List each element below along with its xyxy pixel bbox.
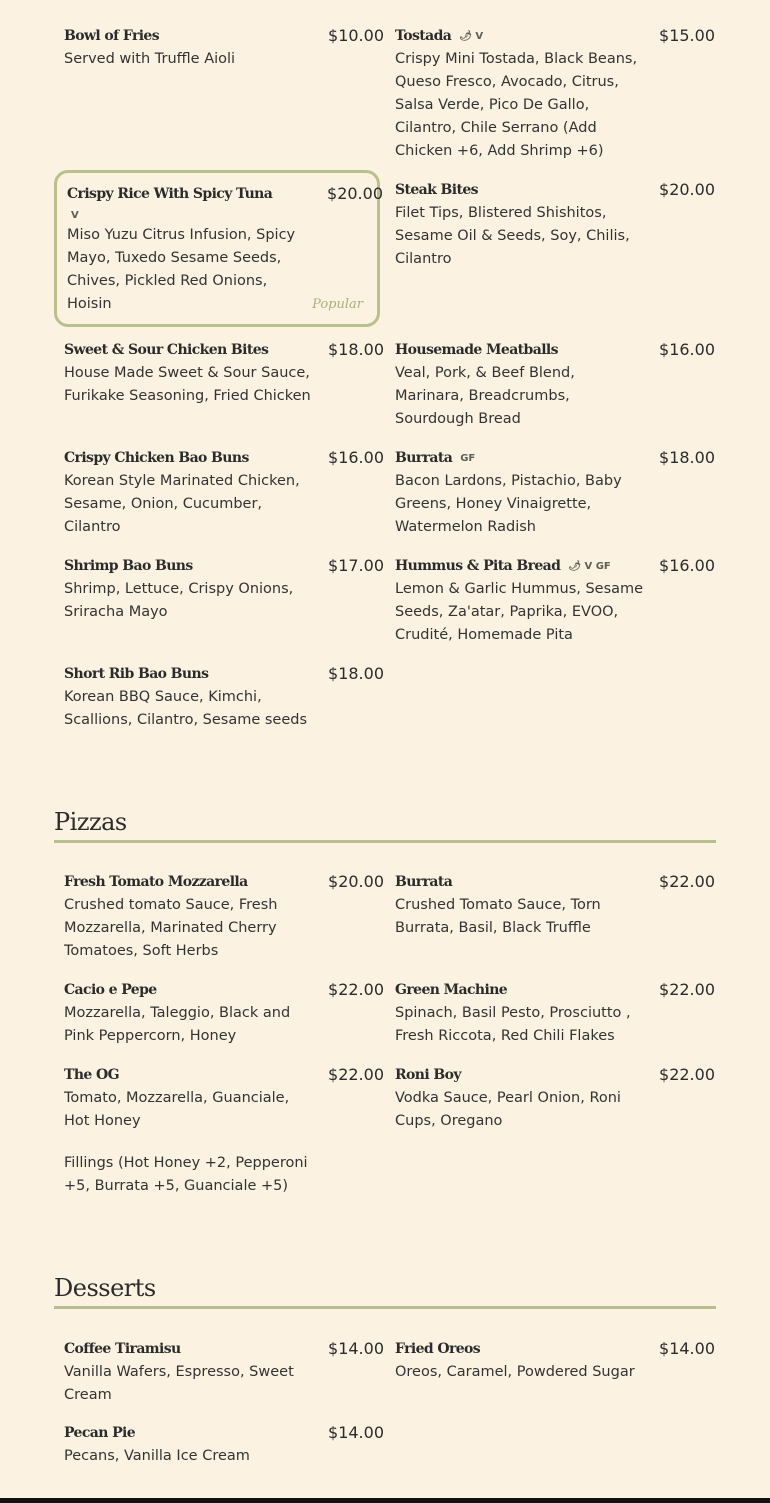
- gluten-free-tag: GF: [460, 453, 476, 464]
- item-price: $10.00: [328, 26, 384, 45]
- item-price: $22.00: [659, 980, 715, 999]
- item-price: $16.00: [328, 448, 384, 467]
- menu-item: [64, 872, 384, 963]
- menu-item: [64, 340, 384, 408]
- item-price: $22.00: [328, 980, 384, 999]
- item-price: $17.00: [328, 556, 384, 575]
- dietary-tags: 🌶 V: [459, 31, 484, 42]
- item-description: Mozzarella, Taleggio, Black and Pink Peppercorn, Honey: [64, 1005, 291, 1044]
- section-divider: [54, 840, 716, 843]
- menu-item: [395, 980, 715, 1048]
- item-name: Fresh Tomato Mozzarella: [64, 874, 248, 890]
- item-name: Steak Bites: [395, 182, 478, 198]
- item-price: $22.00: [659, 872, 715, 891]
- vegetarian-tag: V: [71, 210, 79, 221]
- item-price: $20.00: [327, 184, 383, 203]
- item-description: Crushed tomato Sauce, Fresh Mozzarella, Marinated Cherry Tomatoes, Soft Herbs: [64, 897, 278, 959]
- item-name: Crispy Rice With Spicy Tuna: [67, 186, 273, 202]
- item-name: Coffee Tiramisu: [64, 1341, 181, 1357]
- menu-item: [395, 556, 715, 647]
- dietary-tags: 🌶 V GF: [568, 561, 611, 572]
- popular-badge: Popular: [312, 297, 363, 312]
- item-price: $20.00: [328, 872, 384, 891]
- item-name: Short Rib Bao Buns: [64, 666, 209, 682]
- item-price: $14.00: [328, 1339, 384, 1358]
- item-description: Tomato, Mozzarella, Guanciale, Hot Honey: [64, 1090, 290, 1129]
- menu-item: [64, 980, 384, 1048]
- item-name: Sweet & Sour Chicken Bites: [64, 342, 269, 358]
- menu-item: [395, 1339, 715, 1384]
- item-description: Korean BBQ Sauce, Kimchi, Scallions, Cilantro, Sesame seeds: [64, 689, 308, 728]
- bottom-edge: [0, 1498, 770, 1503]
- item-price: $16.00: [659, 556, 715, 575]
- menu-item: [64, 1339, 384, 1407]
- item-name: Shrimp Bao Buns: [64, 558, 193, 574]
- item-description: Miso Yuzu Citrus Infusion, Spicy Mayo, Tuxedo Sesame Seeds, Chives, Pickled Red Onions, Hoisin: [67, 227, 296, 312]
- item-description: Veal, Pork, & Beef Blend, Marinara, Breadcrumbs, Sourdough Bread: [395, 365, 575, 427]
- item-name: Cacio e Pepe: [64, 982, 157, 998]
- item-name: Burrata: [395, 450, 453, 466]
- item-price: $18.00: [328, 664, 384, 683]
- item-price: $14.00: [328, 1423, 384, 1442]
- item-name: Fried Oreos: [395, 1341, 481, 1357]
- item-name: Roni Boy: [395, 1067, 461, 1083]
- item-name: Tostada: [395, 28, 452, 44]
- item-price: $20.00: [659, 180, 715, 199]
- item-description: House Made Sweet & Sour Sauce, Furikake Seasoning, Fried Chicken: [64, 365, 311, 404]
- item-description: Served with Truffle Aioli: [64, 51, 236, 67]
- item-name: The OG: [64, 1067, 119, 1083]
- menu-item: [67, 184, 383, 316]
- menu-item: [64, 1423, 384, 1468]
- menu-item: [64, 26, 384, 71]
- item-description: Crispy Mini Tostada, Black Beans, Queso Fresco, Avocado, Citrus, Salsa Verde, Pico De Gallo, Cilantro, Chile Serrano (Add Chicken +6, Add Shrimp +6): [395, 51, 638, 159]
- menu-item: [395, 872, 715, 940]
- menu-item: [64, 556, 384, 624]
- item-name: Green Machine: [395, 982, 508, 998]
- item-name: Housemade Meatballs: [395, 342, 558, 358]
- item-price: $15.00: [659, 26, 715, 45]
- menu-item: [64, 664, 384, 732]
- menu-item: [395, 1065, 715, 1133]
- item-name: Bowl of Fries: [64, 28, 160, 44]
- item-name: Crispy Chicken Bao Buns: [64, 450, 249, 466]
- item-description: Lemon & Garlic Hummus, Sesame Seeds, Za'atar, Paprika, EVOO, Crudité, Homemade Pita: [395, 581, 644, 643]
- menu-item: [64, 1065, 384, 1133]
- pizza-fillings-note: Fillings (Hot Honey +2, Pepperoni +5, Burrata +5, Guanciale +5): [64, 1155, 308, 1194]
- section-title-pizzas: Pizzas: [54, 808, 127, 836]
- item-price: $14.00: [659, 1339, 715, 1358]
- item-description: Spinach, Basil Pesto, Prosciutto , Fresh Riccota, Red Chili Flakes: [395, 1005, 631, 1044]
- menu-item: [64, 448, 384, 539]
- item-price: $18.00: [659, 448, 715, 467]
- item-price: $22.00: [659, 1065, 715, 1084]
- menu-item: [395, 448, 715, 539]
- section-divider: [54, 1306, 716, 1309]
- item-description: Vodka Sauce, Pearl Onion, Roni Cups, Oregano: [395, 1090, 621, 1129]
- item-name: Hummus & Pita Bread: [395, 558, 561, 574]
- menu-item: [395, 26, 715, 163]
- item-description: Bacon Lardons, Pistachio, Baby Greens, Honey Vinaigrette, Watermelon Radish: [395, 473, 622, 535]
- item-description: Filet Tips, Blistered Shishitos, Sesame Oil & Seeds, Soy, Chilis, Cilantro: [395, 205, 630, 267]
- item-name: Burrata: [395, 874, 453, 890]
- section-title-desserts: Desserts: [54, 1274, 156, 1302]
- item-description: Crushed Tomato Sauce, Torn Burrata, Basil, Black Truffle: [395, 897, 601, 936]
- item-price: $22.00: [328, 1065, 384, 1084]
- item-description: Oreos, Caramel, Powdered Sugar: [395, 1364, 635, 1380]
- menu-item: [395, 340, 715, 431]
- item-description: Vanilla Wafers, Espresso, Sweet Cream: [64, 1364, 294, 1403]
- item-price: $16.00: [659, 340, 715, 359]
- menu-item: [395, 180, 715, 271]
- item-price: $18.00: [328, 340, 384, 359]
- item-name: Pecan Pie: [64, 1425, 136, 1441]
- item-description: Korean Style Marinated Chicken, Sesame, Onion, Cucumber, Cilantro: [64, 473, 300, 535]
- item-description: Pecans, Vanilla Ice Cream: [64, 1448, 250, 1464]
- item-description: Shrimp, Lettuce, Crispy Onions, Sriracha Mayo: [64, 581, 294, 620]
